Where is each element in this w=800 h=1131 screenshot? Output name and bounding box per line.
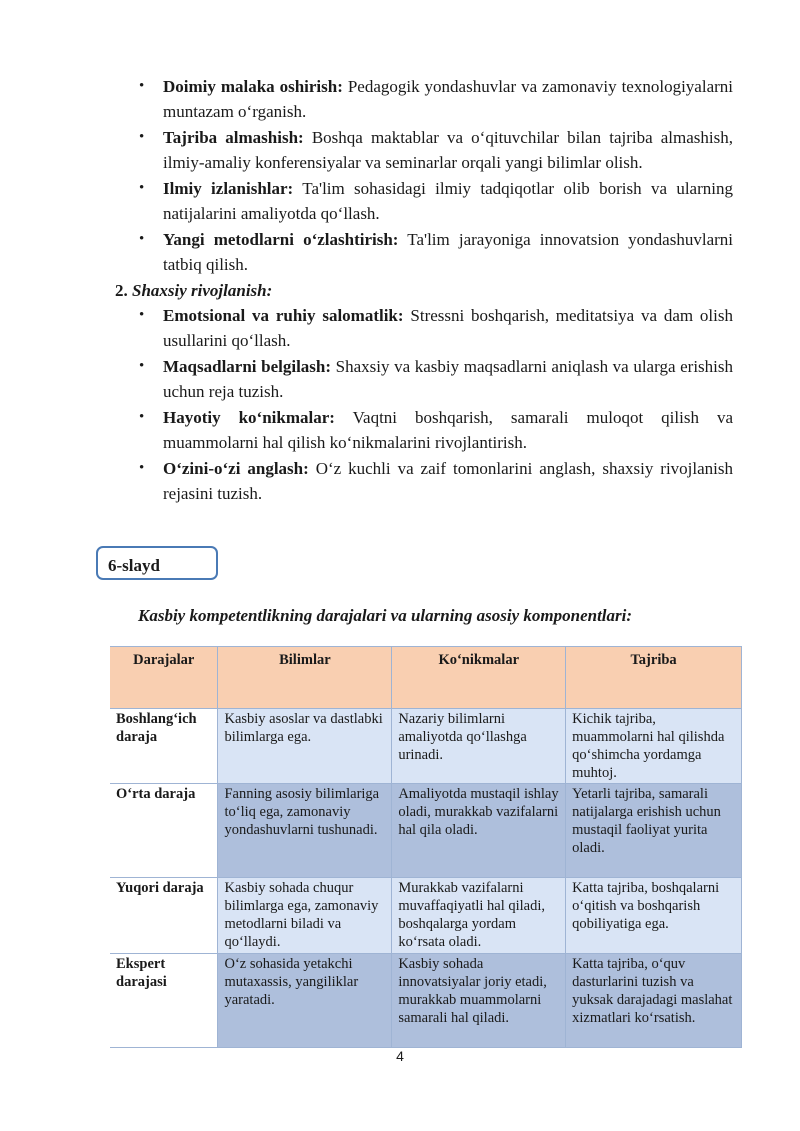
table-cell: Nazariy bilimlarni amaliyotda qo‘llashga urinadi. (392, 709, 566, 784)
table-cell: Fanning asosiy bilimlariga to‘liq ega, zamonaviy yondashuvlarni tushunadi. (218, 784, 392, 878)
table-cell: Kasbiy sohada chuqur bilimlarga ega, zamonaviy metodlarni biladi va qo‘llaydi. (218, 878, 392, 954)
competency-table (110, 646, 742, 1048)
table-cell: Katta tajriba, o‘quv dasturlarini tuzish va yuksak darajadagi maslahat xizmatlari ko‘rsatish. (566, 954, 742, 1048)
list-item: • Doimiy malaka oshirish: Pedagogik yondashuvlar va zamonaviy texnologiyalarni muntazam o‘rganish. (115, 74, 733, 124)
table-row (110, 878, 742, 954)
table-cell: Katta tajriba, boshqalarni o‘qitish va boshqarish qobiliyatiga ega. (566, 878, 742, 954)
table-header-row (110, 647, 742, 709)
table-header-cell: Bilimlar (218, 647, 392, 709)
table-row-label: Boshlang‘ich daraja (110, 709, 218, 784)
table-cell: Amaliyotda mustaqil ishlay oladi, murakkab vazifalarni hal qila oladi. (392, 784, 566, 878)
page-number: 4 (396, 1048, 404, 1064)
table-row (110, 784, 742, 878)
list-item: • Ilmiy izlanishlar: Ta'lim sohasidagi ilmiy tadqiqotlar olib borish va ularning natijalarini amaliyotda qo‘llash. (115, 176, 733, 226)
table-row-label: O‘rta daraja (110, 784, 218, 878)
list-item: • Maqsadlarni belgilash: Shaxsiy va kasbiy maqsadlarni aniqlash va ularga erishish uchun reja tuzish. (115, 354, 733, 404)
table-row (110, 954, 742, 1048)
table-cell: Kasbiy asoslar va dastlabki bilimlarga ega. (218, 709, 392, 784)
list-item: • Tajriba almashish: Boshqa maktablar va o‘qituvchilar bilan tajriba almashish, ilmiy-amaliy konferensiyalar va seminarlar orqali yangi bilimlar olish. (115, 125, 733, 175)
bullet-list-personal (115, 303, 733, 506)
list-item: • O‘zini-o‘zi anglash: O‘z kuchli va zaif tomonlarini anglash, shaxsiy rivojlanish rejasini tuzish. (115, 456, 733, 506)
list-item: • Yangi metodlarni o‘zlashtirish: Ta'lim jarayoniga innovatsion yondashuvlarni tatbiq qilish. (115, 227, 733, 277)
bullet-icon: • (139, 231, 145, 247)
table-caption: Kasbiy kompetentlikning darajalari va ularning asosiy komponentlari: (138, 606, 633, 625)
body-text (115, 74, 733, 507)
bullet-icon: • (139, 78, 145, 94)
section-heading: 2. Shaxsiy rivojlanish: (115, 281, 273, 300)
bullet-list-professional (115, 74, 733, 277)
table-cell: Murakkab vazifalarni muvaffaqiyatli hal qiladi, boshqalarga yordam ko‘rsata oladi. (392, 878, 566, 954)
list-item: • Hayotiy ko‘nikmalar: Vaqtni boshqarish, samarali muloqot qilish va muammolarni hal qilish ko‘nikmalarini rivojlantirish. (115, 405, 733, 455)
table-row-label: Ekspert darajasi (110, 954, 218, 1048)
bullet-icon: • (139, 460, 145, 476)
table-header-cell: Ko‘nikmalar (392, 647, 566, 709)
bullet-icon: • (139, 409, 145, 425)
table-header-cell: Darajalar (110, 647, 218, 709)
table-cell: O‘z sohasida yetakchi mutaxassis, yangiliklar yaratadi. (218, 954, 392, 1048)
table-cell: Kasbiy sohada innovatsiyalar joriy etadi, murakkab muammolarni samarali hal qiladi. (392, 954, 566, 1048)
table-header-cell: Tajriba (566, 647, 742, 709)
slide-label-box: 6-slayd (96, 546, 218, 580)
list-item: • Emotsional va ruhiy salomatlik: Stressni boshqarish, meditatsiya va dam olish usullarini qo‘llash. (115, 303, 733, 353)
table-row-label: Yuqori daraja (110, 878, 218, 954)
bullet-icon: • (139, 358, 145, 374)
bullet-icon: • (139, 129, 145, 145)
table-row (110, 709, 742, 784)
bullet-icon: • (139, 307, 145, 323)
table-cell: Kichik tajriba, muammolarni hal qilishda qo‘shimcha yordamga muhtoj. (566, 709, 742, 784)
table-cell: Yetarli tajriba, samarali natijalarga erishish uchun mustaqil faoliyat yurita oladi. (566, 784, 742, 878)
bullet-icon: • (139, 180, 145, 196)
